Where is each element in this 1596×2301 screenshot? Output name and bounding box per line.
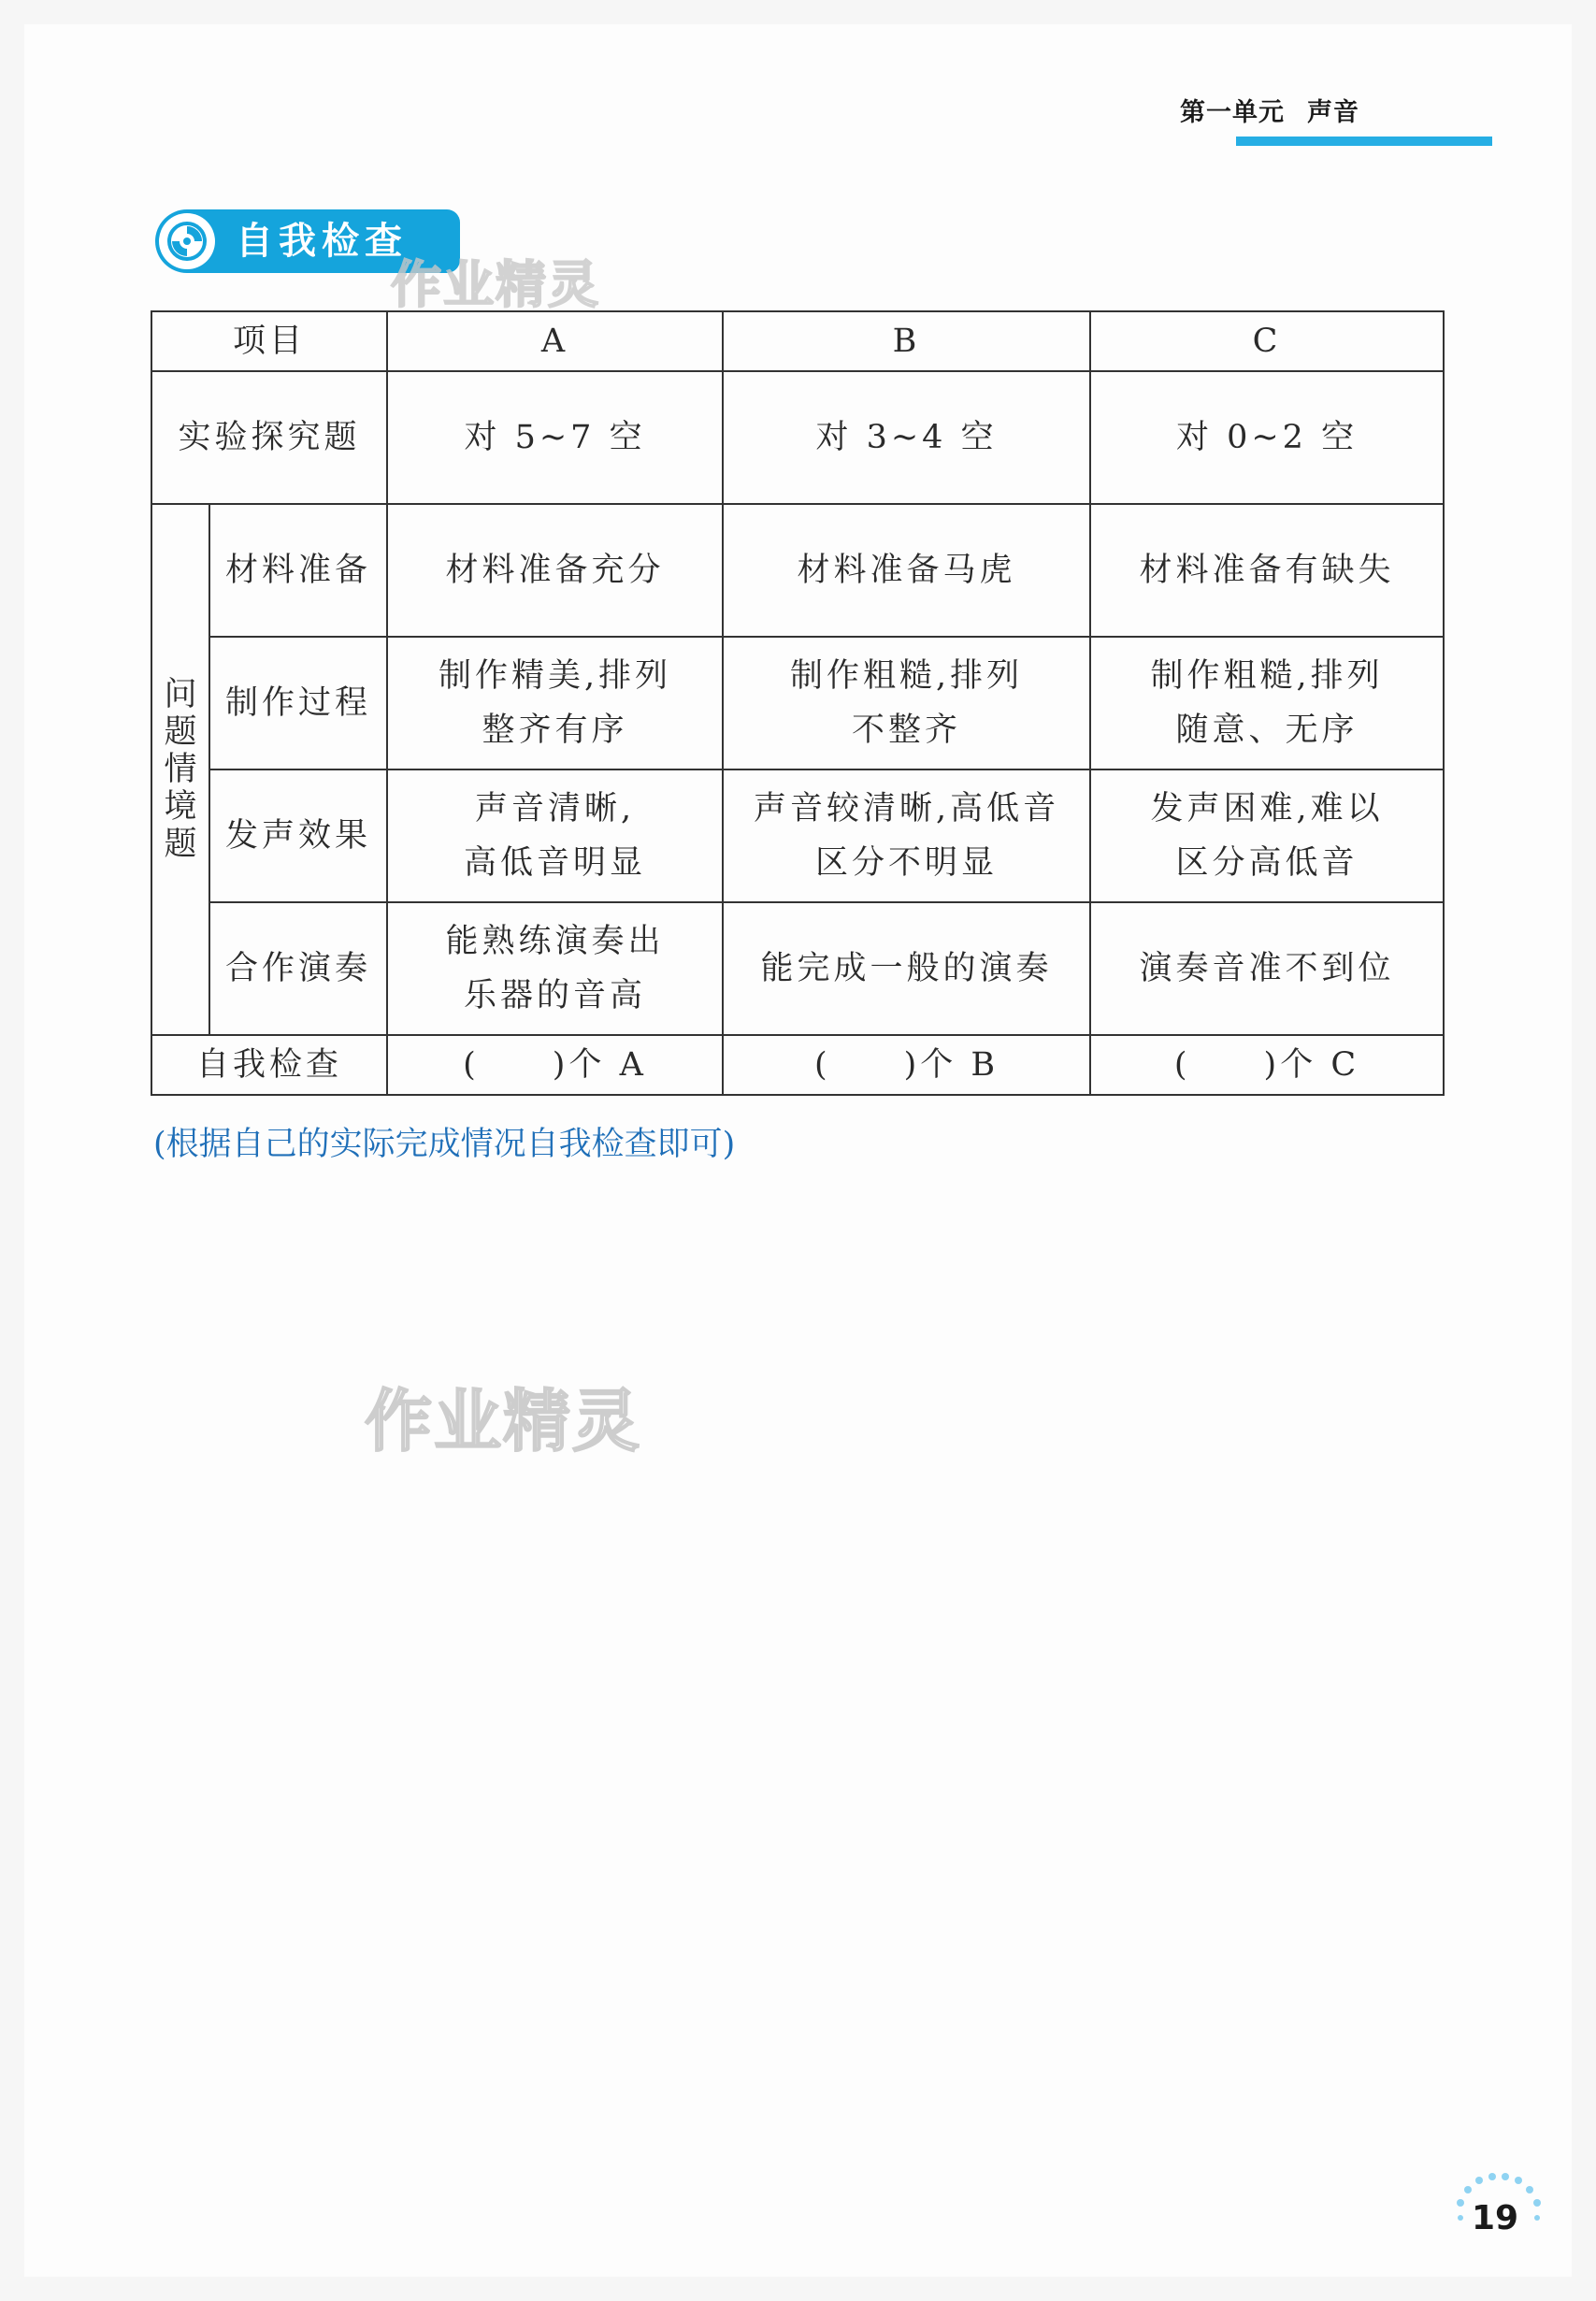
self-check-a: ( )个 A <box>387 1035 723 1095</box>
topic-label: 声音 <box>1307 98 1359 127</box>
experiment-a: 对 5~7 空 <box>387 371 723 504</box>
self-check-row <box>151 1035 1444 1095</box>
header-a: A <box>387 311 723 371</box>
cell-c: 演奏音准不到位 <box>1090 902 1444 1035</box>
cell-b: 材料准备马虎 <box>723 504 1090 637</box>
running-head <box>1180 92 1359 128</box>
experiment-label: 实验探究题 <box>151 371 387 504</box>
cell-a: 材料准备充分 <box>387 504 723 637</box>
cell-c: 材料准备有缺失 <box>1090 504 1444 637</box>
page-number: 19 <box>1472 2199 1519 2237</box>
cell-b: 能完成一般的演奏 <box>723 902 1090 1035</box>
self-check-c: ( )个 C <box>1090 1035 1444 1095</box>
row-label: 制作过程 <box>209 637 387 769</box>
cell-c: 发声困难,难以 区分高低音 <box>1090 769 1444 902</box>
section-icon <box>159 213 215 269</box>
watermark-top: 作业精灵 <box>391 255 600 314</box>
answer-note: (根据自己的实际完成情况自我检查即可) <box>153 1126 736 1163</box>
experiment-b: 对 3~4 空 <box>723 371 1090 504</box>
header-c: C <box>1090 311 1444 371</box>
swirl-icon <box>166 221 208 262</box>
experiment-c: 对 0~2 空 <box>1090 371 1444 504</box>
header-item: 项目 <box>151 311 387 371</box>
cell-a: 声音清晰, 高低音明显 <box>387 769 723 902</box>
experiment-row <box>151 371 1444 504</box>
cell-a: 制作精美,排列 整齐有序 <box>387 637 723 769</box>
table-row <box>151 504 1444 637</box>
cell-c: 制作粗糙,排列 随意、无序 <box>1090 637 1444 769</box>
cell-b: 制作粗糙,排列 不整齐 <box>723 637 1090 769</box>
cell-b: 声音较清晰,高低音 区分不明显 <box>723 769 1090 902</box>
table-row <box>151 902 1444 1035</box>
self-check-label: 自我检查 <box>151 1035 387 1095</box>
table-row <box>151 769 1444 902</box>
unit-label: 第一单元 <box>1180 98 1285 127</box>
scenario-group-label: 问 题 情 境 题 <box>151 504 209 1035</box>
header-accent-bar <box>1236 137 1492 146</box>
row-label: 材料准备 <box>209 504 387 637</box>
row-label: 合作演奏 <box>209 902 387 1035</box>
cell-a: 能熟练演奏出 乐器的音高 <box>387 902 723 1035</box>
section-title: 自我检查 <box>236 220 408 263</box>
self-check-table <box>151 310 1445 1096</box>
header-b: B <box>723 311 1090 371</box>
table-header-row <box>151 311 1444 371</box>
self-check-b: ( )个 B <box>723 1035 1090 1095</box>
table-row <box>151 637 1444 769</box>
row-label: 发声效果 <box>209 769 387 902</box>
watermark-middle: 作业精灵 <box>365 1382 642 1460</box>
